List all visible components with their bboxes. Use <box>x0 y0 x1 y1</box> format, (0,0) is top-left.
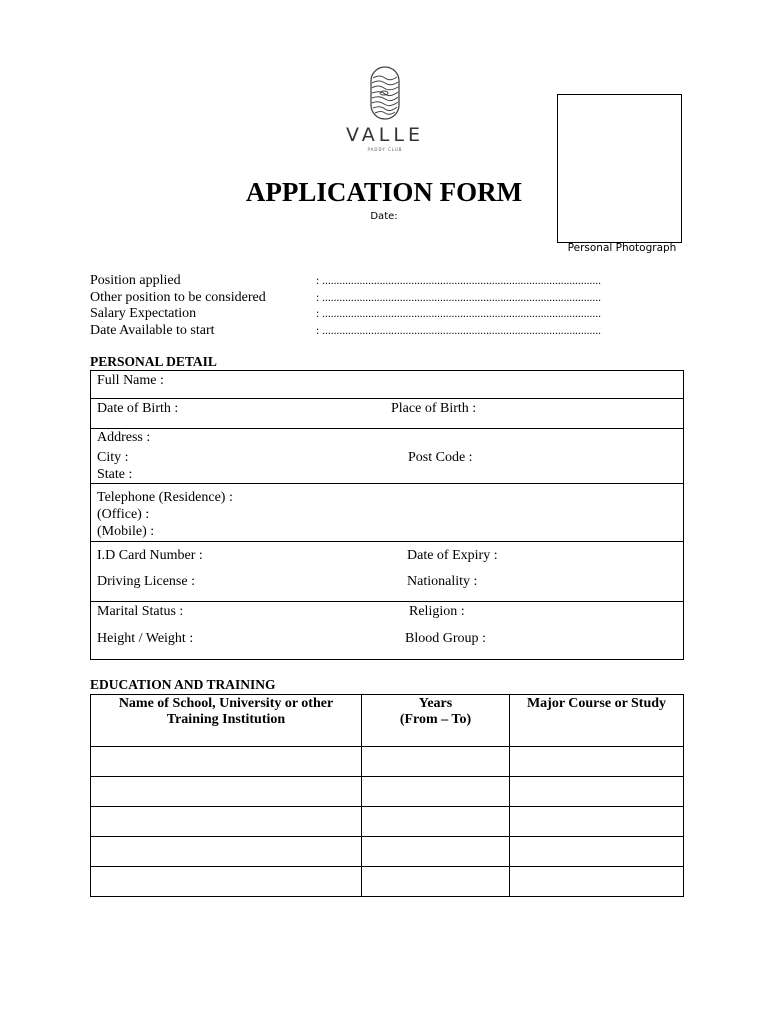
row-divider <box>91 428 683 429</box>
column-header-line: Years <box>418 696 453 711</box>
state-label[interactable]: State : <box>97 467 133 482</box>
city-label[interactable]: City : <box>97 450 129 465</box>
table-row <box>91 867 684 897</box>
tel-residence-label[interactable]: Telephone (Residence) : <box>97 490 233 505</box>
table-cell[interactable] <box>91 807 362 837</box>
field-fill-line[interactable]: : ................................................................................................. <box>316 275 601 287</box>
table-cell[interactable] <box>91 867 362 897</box>
table-cell[interactable] <box>510 777 684 807</box>
table-row <box>91 777 684 807</box>
id-card-label[interactable]: I.D Card Number : <box>97 548 203 563</box>
field-fill-line[interactable]: : ................................................................................................. <box>316 324 601 337</box>
religion-label[interactable]: Religion : <box>409 604 465 619</box>
application-fields <box>90 273 670 339</box>
table-cell[interactable] <box>362 807 510 837</box>
license-label[interactable]: Driving License : <box>97 574 195 589</box>
education-table <box>90 694 684 897</box>
row-divider <box>91 483 683 484</box>
education-heading: EDUCATION AND TRAINING <box>90 677 276 692</box>
nationality-label[interactable]: Nationality : <box>407 574 478 589</box>
wood-grain-logo-icon <box>370 66 400 120</box>
full-name-label[interactable]: Full Name : <box>97 373 164 388</box>
tel-office-label[interactable]: (Office) : <box>97 507 150 522</box>
table-cell[interactable] <box>510 747 684 777</box>
table-cell[interactable] <box>510 807 684 837</box>
table-row <box>91 747 684 777</box>
postcode-label[interactable]: Post Code : <box>408 450 473 465</box>
field-label: Other position to be considered <box>90 289 266 305</box>
table-cell[interactable] <box>362 837 510 867</box>
column-header-line: Name of School, University or other <box>118 696 334 711</box>
field-position-applied <box>90 273 670 290</box>
field-label: Position applied <box>90 273 181 288</box>
table-cell[interactable] <box>510 837 684 867</box>
personal-detail-heading: PERSONAL DETAIL <box>90 354 217 369</box>
pob-label[interactable]: Place of Birth : <box>391 401 477 416</box>
row-divider <box>91 398 683 399</box>
table-cell[interactable] <box>91 837 362 867</box>
table-cell[interactable] <box>510 867 684 897</box>
brand-name: VALLE <box>346 124 424 146</box>
tel-mobile-label[interactable]: (Mobile) : <box>97 524 155 539</box>
table-row <box>91 807 684 837</box>
date-label: Date: <box>370 211 398 222</box>
field-label: Salary Expectation <box>90 306 197 321</box>
company-logo <box>340 66 430 166</box>
column-header-line: Training Institution <box>166 712 286 727</box>
field-fill-line[interactable]: : ................................................................................................. <box>316 308 601 320</box>
column-header: Major Course or Study <box>510 695 684 747</box>
table-header-row <box>91 695 684 747</box>
personal-detail-table <box>90 370 684 660</box>
height-weight-label[interactable]: Height / Weight : <box>97 631 194 646</box>
row-divider <box>91 601 683 602</box>
table-row <box>91 837 684 867</box>
field-fill-line[interactable]: : ................................................................................................. <box>316 291 601 304</box>
column-header <box>91 695 362 747</box>
table-cell[interactable] <box>362 747 510 777</box>
column-header-line: (From – To) <box>399 712 472 727</box>
table-cell[interactable] <box>362 777 510 807</box>
expiry-label[interactable]: Date of Expiry : <box>407 548 498 563</box>
photo-box[interactable] <box>557 94 682 243</box>
table-cell[interactable] <box>91 777 362 807</box>
field-date-available <box>90 323 670 340</box>
photo-caption: Personal Photograph <box>567 242 677 254</box>
marital-label[interactable]: Marital Status : <box>97 604 184 619</box>
dob-label[interactable]: Date of Birth : <box>97 401 179 416</box>
field-label: Date Available to start <box>90 322 215 338</box>
table-cell[interactable] <box>362 867 510 897</box>
address-label[interactable]: Address : <box>97 430 151 445</box>
brand-subtitle: PADDY CLUB <box>367 147 403 152</box>
form-title: APPLICATION FORM <box>245 177 523 207</box>
field-other-position <box>90 290 670 307</box>
field-salary-expectation <box>90 306 670 323</box>
row-divider <box>91 541 683 542</box>
table-cell[interactable] <box>91 747 362 777</box>
blood-group-label[interactable]: Blood Group : <box>405 631 486 646</box>
column-header <box>362 695 510 747</box>
